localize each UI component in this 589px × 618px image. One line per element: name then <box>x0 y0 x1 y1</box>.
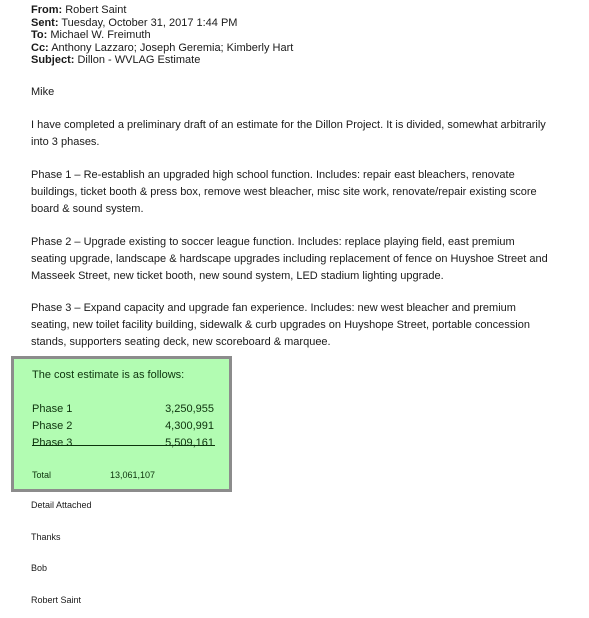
total-value: 13,061,107 <box>110 470 156 480</box>
subject-label: Subject: <box>31 54 75 66</box>
cost-estimate-box <box>11 356 232 492</box>
sent-row <box>31 17 293 30</box>
thanks-text: Thanks <box>31 532 61 542</box>
cost-row-label: Phase 1 <box>32 403 73 415</box>
greeting: Mike <box>31 86 55 98</box>
phase2-paragraph: Phase 2 – Upgrade existing to soccer league function. Includes: replace playing field, east premium seating upgrade, landscape & hardscape upgrades including replacement of fence on Huyshoe Street and Masseek Street, new ticket booth, new sound system, LED stadium lighting upgrade. <box>31 236 548 282</box>
cc-label: Cc: <box>31 41 49 54</box>
intro-paragraph: I have completed a preliminary draft of an estimate for the Dillon Project. It is divided, somewhat arbitrarily into 3 phases. <box>31 119 546 148</box>
from-label: From: <box>31 4 63 16</box>
sent-value: Tuesday, October 31, 2017 1:44 PM <box>61 16 238 29</box>
signature: Robert Saint <box>31 595 82 605</box>
cost-row-value: 3,250,955 <box>165 403 214 415</box>
phase1-paragraph: Phase 1 – Re-establish an upgraded high school function. Includes: repair east bleachers, renovate buildings, ticket booth & press box, remove west bleacher, misc site work, renovate/repair existing score board & sound system. <box>31 169 537 215</box>
cost-row-label: Phase 3 <box>32 437 73 449</box>
total-label: Total <box>32 470 52 480</box>
to-label: To: <box>31 29 48 41</box>
sum-rule-line <box>32 445 215 446</box>
from-value: Robert Saint <box>65 4 127 16</box>
to-value: Michael W. Freimuth <box>50 29 151 41</box>
subject-row <box>31 54 293 67</box>
from-row <box>31 4 293 17</box>
sent-label: Sent: <box>31 16 59 29</box>
to-row <box>31 29 293 42</box>
detail-attached-text: Detail Attached <box>31 500 92 510</box>
phase3-paragraph: Phase 3 – Expand capacity and upgrade fan experience. Includes: new west bleacher and premium seating, new toilet facility building, sidewalk & curb upgrades on Huyshope Street, portable concession stands, supporters seating deck, new scoreboard & marquee. <box>31 302 530 348</box>
short-name: Bob <box>31 563 48 573</box>
cost-title: The cost estimate is as follows: <box>32 369 185 381</box>
cc-value: Anthony Lazzaro; Joseph Geremia; Kimberly Hart <box>51 41 294 54</box>
email-header <box>31 4 293 67</box>
cc-row <box>31 42 293 55</box>
subject-value: Dillon - WVLAG Estimate <box>77 54 201 66</box>
cost-row-value: 4,300,991 <box>165 420 214 432</box>
cost-row-label: Phase 2 <box>32 420 73 432</box>
cost-row-value: 5,509,161 <box>165 437 214 449</box>
